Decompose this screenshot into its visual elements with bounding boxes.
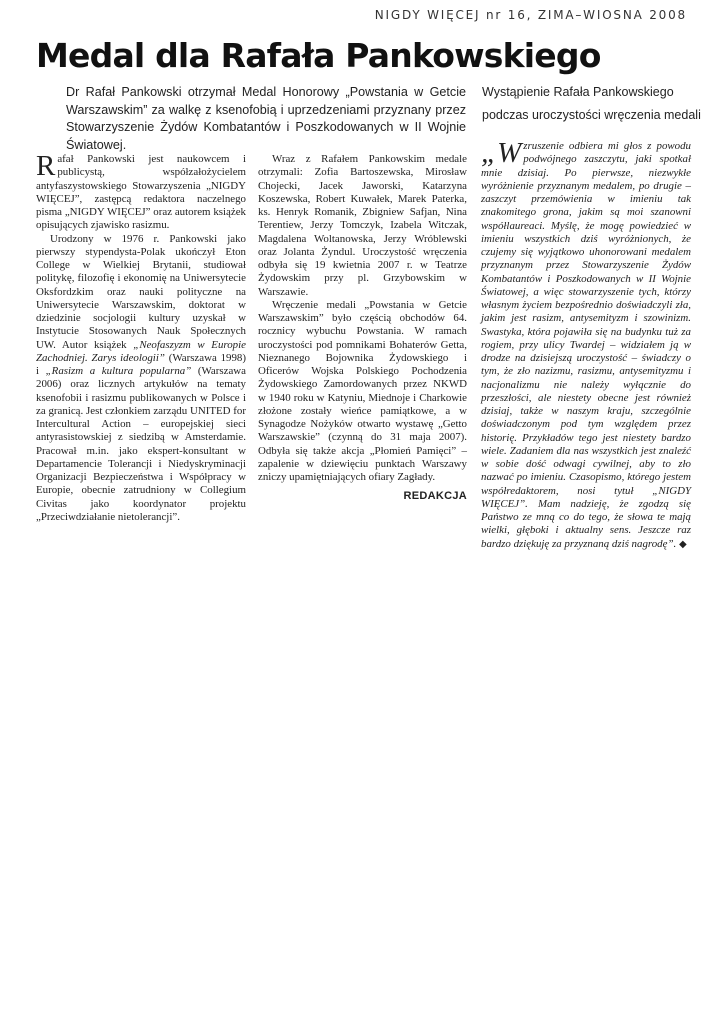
paragraph (36, 150, 246, 233)
paragraph (36, 233, 246, 525)
book-title: „Neofaszyzm w Europie Zachodniej. Zarys ideologii” (36, 338, 246, 364)
signature: REDAKCJA (403, 490, 467, 503)
paragraph-text: Urodzony w 1976 r. Pankowski jako pierwszy stypendysta-Polak ukończył Eton College w Wielkiej Brytanii, studiował politykę, filozofię i ekonomię na Uniwersytecie Oksfordzkim oraz nauki polityczne na Uniwersytecie Warszawskim, doktorat w dziedzinie socjologii kultury uzyskał w Instytucie Stosowanych Nauk Społecznych UW. Autor książek (36, 232, 246, 351)
drop-cap: R (36, 150, 56, 182)
paragraph: Wraz z Rafałem Pankowskim medale otrzymali: Zofia Bartoszewska, Mirosław Chojecki, Jacek Jaworski, Katarzyna Koszewska, Robert Kuwałek, Marek Paterka, ks. Henryk Romanik, Zbigniew Safjan, Nina Terentiew, Jerzy Tomczyk, Izabela Witczak, Magdalena Woltanowska, Jerzy Wróblewski oraz Jolanta Żyndul. Uroczystość wręczenia odbyła się 19 kwietnia 2007 r. w Teatrze Żydowskim przy pl. Grzybowskim w Warszawie. (258, 153, 467, 298)
article-column-1 (36, 150, 246, 524)
speech-paragraph (481, 137, 691, 551)
article-lead: Dr Rafał Pankowski otrzymał Medal Honorowy „Powstania w Getcie Warszawskim” za walkę z ksenofobią i uprzedzeniami przyznany przez Stowarzyszenie Żydów Kombatantów i Poszkodowanych w II Wojnie Światowej. (66, 85, 466, 152)
paragraph-text: afał Pankowski jest naukowcem i publicystą, współzałożycielem antyfaszystowskiego Stowarzyszenia „NIGDY WIĘCEJ”, zastępcą redaktora naczelnego pisma „NIGDY WIĘCEJ” oraz autorem książek opisujących zjawisko rasizmu. (36, 153, 246, 232)
issue-header: NIGDY WIĘCEJ nr 16, ZIMA–WIOSNA 2008 (374, 8, 687, 22)
sidebar-speech (481, 137, 691, 551)
speech-text: zruszenie odbiera mi głos z powodu podwójnego zaszczytu, jaki spotkał mnie dzisiaj. Po pierwsze, niezwykłe wyróżnienie przyznanym medalem, po drugie – zaszczyt przemówienia w imieniu tak znakomitego grona, jakim są moi szanowni współlaureaci. Myślę, że mogę powiedzieć w imieniu wszystkich dziś wyróżnionych, że czujemy się wyjątkowo uhonorowani medalem przyznanym przez Stowarzyszenie Żydów Kombatantów i Poszkodowanych w II Wojnie Światowej, a więc stowarzyszenie tych, którzy własnym życiem bezpośrednio doświadczyli zła, jakim jest rasizm, antysemityzm i szowinizm. Swastyka, która pojawiła się na budynku tuż za rogiem, przy ulicy Twardej – widziałem ją w drodze na dzisiejszą uroczystość – świadczy o tym, że zło nazizmu, rasizmu, antysemityzmu i nacjonalizmu nie należy wyłącznie do przeszłości, ale niestety obecne jest również dzisiaj, także w naszym kraju, szczególnie doświadczonym pod tym względem przez historię. Przykładów tego jest niestety bardzo wiele. Zadaniem dla nas wszystkich jest znaleźć w sobie dość odwagi cywilnej, aby to zło nazwać po imieniu. Czasopismo, którego jestem współredaktorem, nosi tytuł „NIGDY WIĘCEJ”. Mam nadzieję, że zgodzą się Państwo ze mną co do tego, że słowa te mają wielki, głęboki i aktualny sens. Jeszcze raz bardzo dziękuję za przyznaną dziś nagrodę”. (481, 140, 691, 550)
article-column-2 (258, 153, 467, 504)
paragraph-text: (Warszawa 2006) oraz licznych artykułów na tematy ksenofobii i rasizmu publikowanych w Polsce i za granicą. Jest członkiem zarządu UNITED for Intercultural Action – europejskiej sieci antyrasistowskiej z siedzibą w Amsterdamie. Pracował m.in. jako ekspert-konsultant w Departamencie Tolerancji i Niedyskryminacji Organizacji Bezpieczeństwa i Współpracy w Europie, obecnie zatrudniony w Collegium Civitas jako koordynator projektu „Przeciwdziałanie nietolerancji”. (36, 365, 246, 523)
book-title: „Rasizm a kultura popularna” (45, 365, 192, 377)
drop-cap: „W (481, 137, 522, 169)
article-title: Medal dla Rafała Pankowskiego (36, 36, 601, 75)
paragraph: Wręczenie medali „Powstania w Getcie Warszawskim” było częścią obchodów 64. rocznicy wybuchu Powstania. W ramach uroczystości pod pomnikami Bohaterów Getta, Nieznanego Bojownika Żydowskiego i Oficerów Wojska Polskiego Pochodzenia Żydowskiego Zamordowanych przez NKWD w 1940 roku w Katyniu, Miednoje i Charkowie złożone zostały wieńce pamiątkowe, a w Synagodze Nożyków otwarto wystawę „Getto Warszawskie” (czynną do 31 maja 2007). Odbyła się także akcja „Płomień Pamięci” – zapalenie w dziewięciu punktach Warszawy zniczy upamiętniających ofiary Zagłady. (258, 298, 467, 483)
end-mark-icon: ◆ (678, 538, 687, 550)
sidebar-heading: Wystąpienie Rafała Pankowskiego podczas uroczystości wręczenia medali (482, 85, 701, 122)
paragraph-text: (Warszawa 1998) i (36, 351, 246, 377)
